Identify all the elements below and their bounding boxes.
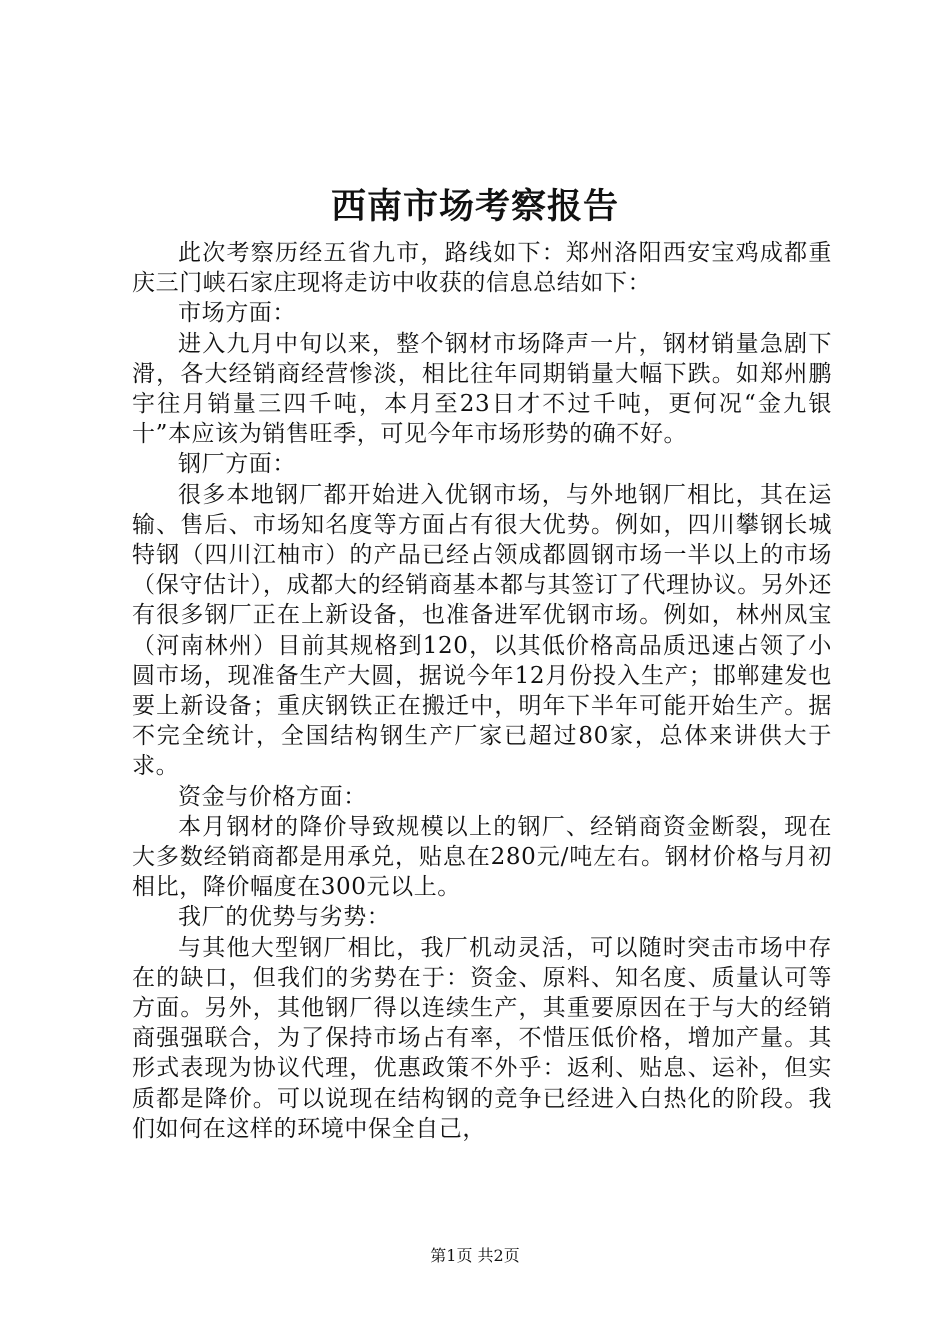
- section-heading-steel-mills: 钢厂方面：: [178, 451, 296, 478]
- paragraph-funds-price: 本月钢材的降价导致规模以上的钢厂、经销商资金断裂，现在大多数经销商都是用承兑，贴息在280元/吨左右。钢材价格与月初相比，降价幅度在300元以上。: [132, 813, 832, 901]
- paragraph-intro: 此次考察历经五省九市，路线如下：郑州洛阳西安宝鸡成都重庆三门峡石家庄现将走访中收获的信息总结如下：: [132, 240, 832, 297]
- paragraph-market: 进入九月中旬以来，整个钢材市场降声一片，钢材销量急剧下滑，各大经销商经营惨淡，相比往年同期销量大幅下跌。如郑州鹏宇往月销量三四千吨，本月至23日才不过千吨，更何况“金九银十”本应该为销售旺季，可见今年市场形势的确不好。: [132, 330, 832, 448]
- section-heading-market: 市场方面：: [178, 300, 296, 327]
- section-heading-strengths-weaknesses: 我厂的优势与劣势：: [178, 904, 391, 931]
- document-body: [132, 238, 832, 1144]
- paragraph-strengths-weaknesses: 与其他大型钢厂相比，我厂机动灵活，可以随时突击市场中存在的缺口，但我们的劣势在于：资金、原料、知名度、质量认可等方面。另外，其他钢厂得以连续生产，其重要原因在于与大的经销商强强联合，为了保持市场占有率，不惜压低价格，增加产量。其形式表现为协议代理，优惠政策不外乎：返利、贴息、运补，但实质都是降价。可以说现在结构钢的竞争已经进入白热化的阶段。我们如何在这样的环境中保全自己，: [132, 934, 832, 1142]
- document-title: 西南市场考察报告: [330, 186, 619, 227]
- section-heading-funds-price: 资金与价格方面：: [178, 783, 367, 810]
- paragraph-steel-mills: 很多本地钢厂都开始进入优钢市场，与外地钢厂相比，其在运输、售后、市场知名度等方面占有很大优势。例如，四川攀钢长城特钢（四川江柚市）的产品已经占领成都圆钢市场一半以上的市场（保守估计），成都大的经销商基本都与其签订了代理协议。另外还有很多钢厂正在上新设备，也准备进军优钢市场。例如，林州凤宝（河南林州）目前其规格到120，以其低价格高品质迅速占领了小圆市场，现准备生产大圆，据说今年12月份投入生产；邯郸建发也要上新设备；重庆钢铁正在搬迁中，明年下半年可能开始生产。据不完全统计，全国结构钢生产厂家已超过80家，总体来讲供大于求。: [132, 481, 832, 780]
- page-footer: 第1页 共2页: [430, 1246, 520, 1265]
